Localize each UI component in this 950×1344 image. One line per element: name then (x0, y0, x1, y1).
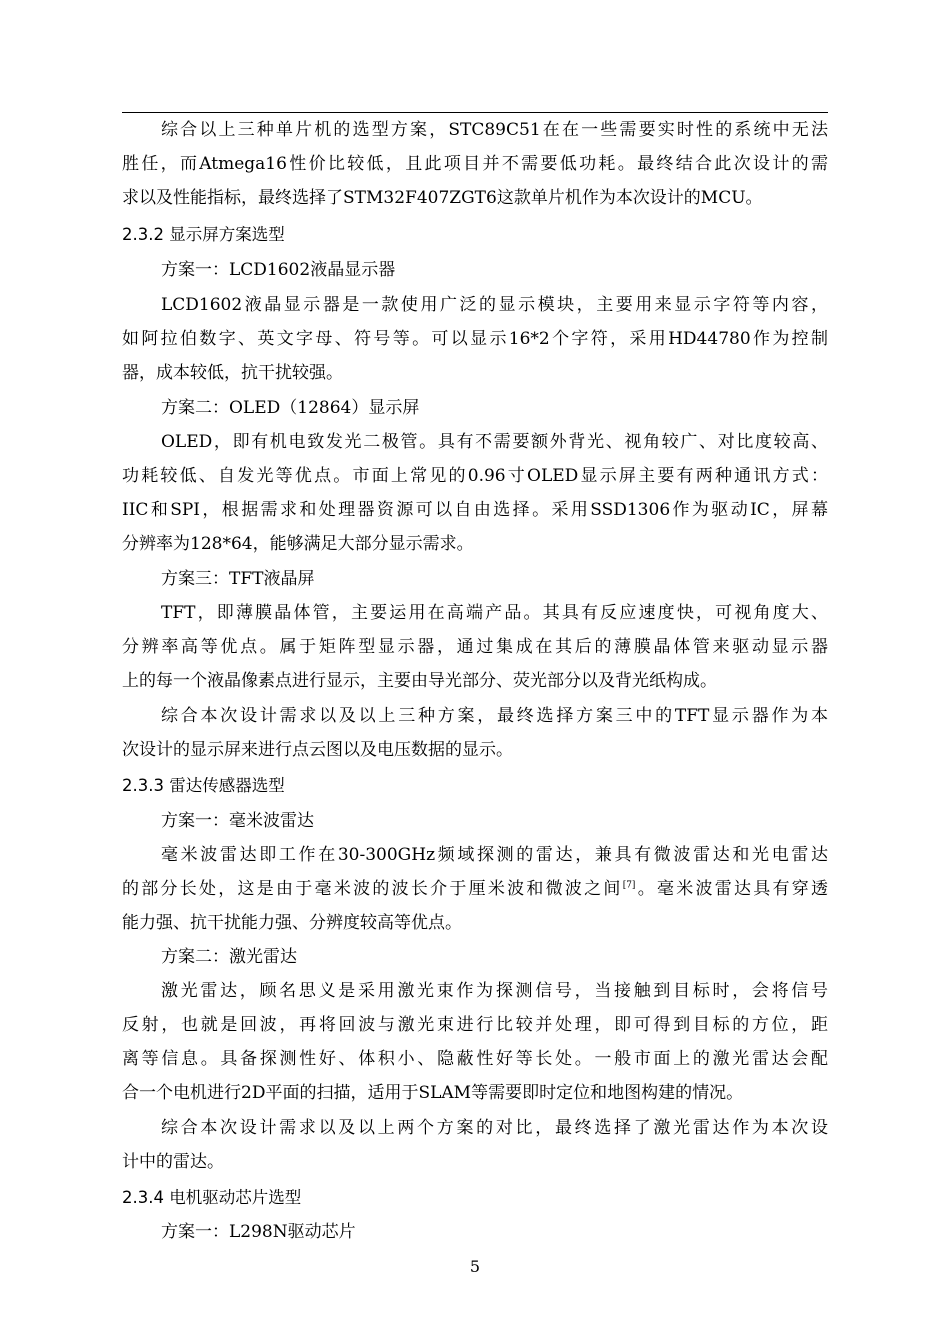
section-heading: 2.3.3 雷达传感器选型 (122, 776, 285, 795)
section-heading: 2.3.4 电机驱动芯片选型 (122, 1188, 302, 1207)
text-run: 。毫米波雷达具有穿透 (635, 879, 829, 899)
text-run: 的部分长处，这是由于毫米波的波长介于厘米波和微波之间 (122, 879, 623, 899)
paragraph-line: 如阿拉伯数字、英文字母、符号等。可以显示16*2个字符，采用HD44780作为控制 (122, 329, 828, 349)
paragraph-line: 离等信息。具备探测性好、体积小、隐蔽性好等长处。一般市面上的激光雷达会配 (122, 1049, 828, 1069)
paragraph-line-with-citation (122, 878, 828, 900)
option-label: 方案二：OLED（12864）显示屏 (161, 398, 420, 418)
paragraph-line: 综合本次设计需求以及以上两个方案的对比，最终选择了激光雷达作为本次设 (161, 1118, 828, 1138)
paragraph-line: TFT，即薄膜晶体管，主要运用在高端产品。其具有反应速度快，可视角度大、 (161, 603, 828, 623)
page-number: 5 (469, 1257, 481, 1276)
paragraph-line: 器，成本较低，抗干扰较强。 (122, 363, 343, 383)
paragraph-line: 合一个电机进行2D平面的扫描，适用于SLAM等需要即时定位和地图构建的情况。 (122, 1083, 744, 1103)
paragraph-line: LCD1602液晶显示器是一款使用广泛的显示模块，主要用来显示字符等内容， (161, 295, 828, 315)
paragraph-line: 求以及性能指标，最终选择了STM32F407ZGT6这款单片机作为本次设计的MCU。 (122, 188, 763, 208)
paragraph-line: 综合以上三种单片机的选型方案，STC89C51在在一些需要实时性的系统中无法 (161, 120, 828, 140)
paragraph-line: 激光雷达，顾名思义是采用激光束作为探测信号，当接触到目标时，会将信号 (161, 981, 828, 1001)
option-label: 方案一：L298N驱动芯片 (161, 1222, 356, 1242)
paragraph-line: IIC和SPI，根据需求和处理器资源可以自由选择。采用SSD1306作为驱动IC，屏幕 (122, 500, 828, 520)
citation-superscript: [7] (622, 880, 636, 891)
paragraph-line: 功耗较低、自发光等优点。市面上常见的0.96寸OLED显示屏主要有两种通讯方式： (122, 466, 828, 486)
paragraph-line: 能力强、抗干扰能力强、分辨度较高等优点。 (122, 913, 462, 933)
paragraph-line: 计中的雷达。 (122, 1152, 224, 1172)
paragraph-line: 胜任，而Atmega16性价比较低，且此项目并不需要低功耗。最终结合此次设计的需 (122, 154, 828, 174)
option-label: 方案三：TFT液晶屏 (161, 569, 315, 589)
paragraph-line: OLED，即有机电致发光二极管。具有不需要额外背光、视角较广、对比度较高、 (161, 432, 828, 452)
option-label: 方案二：激光雷达 (161, 947, 297, 967)
paragraph-line: 综合本次设计需求以及以上三种方案，最终选择方案三中的TFT显示器作为本 (161, 706, 828, 726)
paragraph-line: 分辨率为128*64，能够满足大部分显示需求。 (122, 534, 474, 554)
paragraph-line: 分辨率高等优点。属于矩阵型显示器，通过集成在其后的薄膜晶体管来驱动显示器 (122, 637, 828, 657)
paragraph-line: 毫米波雷达即工作在30-300GHz频域探测的雷达，兼具有微波雷达和光电雷达 (161, 845, 828, 865)
paragraph-line: 反射，也就是回波，再将回波与激光束进行比较并处理，即可得到目标的方位，距 (122, 1015, 828, 1035)
header-rule (122, 112, 828, 113)
section-heading: 2.3.2 显示屏方案选型 (122, 225, 285, 244)
paragraph-line: 次设计的显示屏来进行点云图以及电压数据的显示。 (122, 740, 513, 760)
option-label: 方案一：毫米波雷达 (161, 811, 314, 831)
option-label: 方案一：LCD1602液晶显示器 (161, 260, 396, 280)
paragraph-line: 上的每一个液晶像素点进行显示，主要由导光部分、荧光部分以及背光纸构成。 (122, 671, 717, 691)
